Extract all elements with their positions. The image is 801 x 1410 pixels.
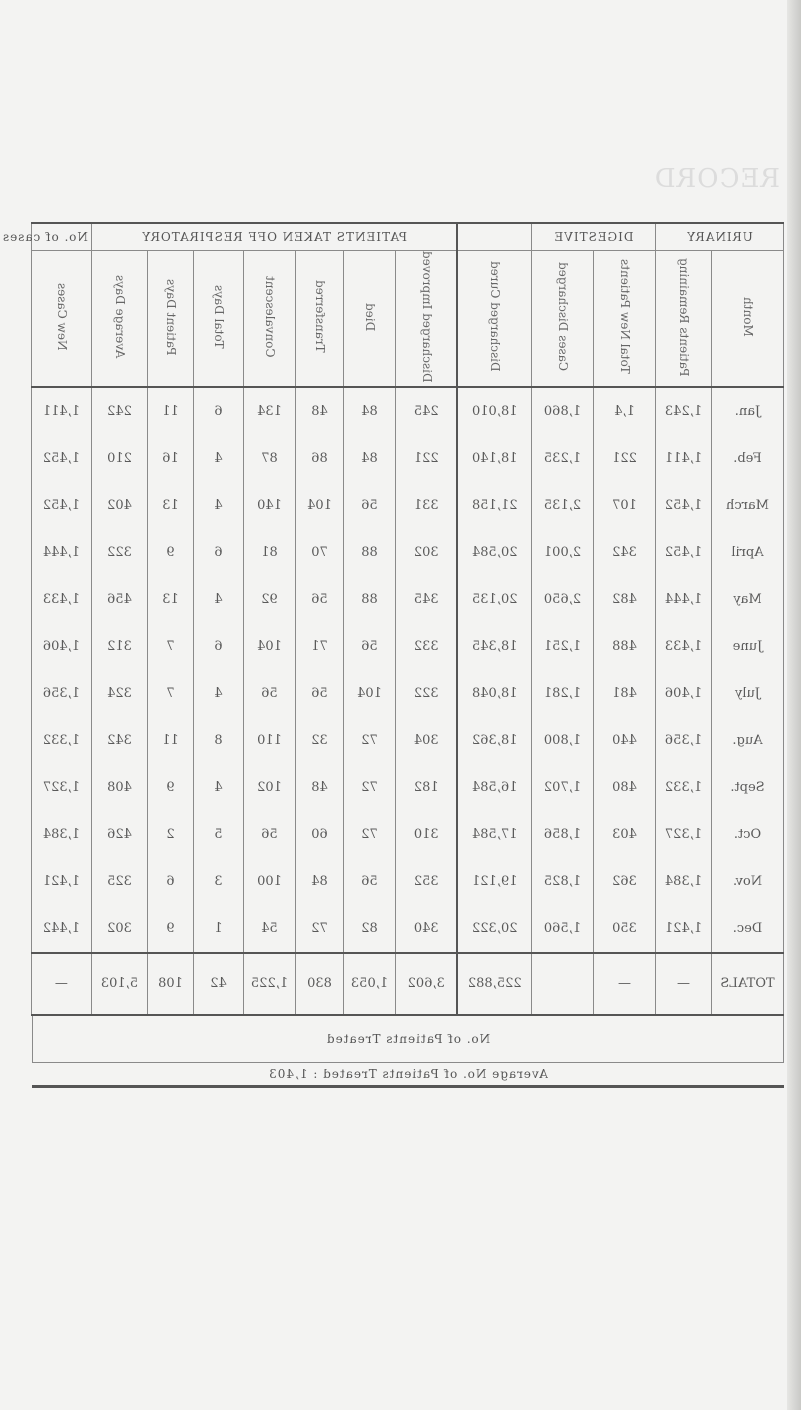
page-edge: [787, 0, 801, 1410]
record-sheet: [1, 222, 784, 1362]
value-cell: 403: [594, 811, 656, 858]
ghost-heading: RECORD: [653, 164, 780, 194]
value-cell: 1,444: [656, 576, 712, 623]
value-cell: 18,345: [457, 623, 531, 670]
month-cell: June: [712, 623, 784, 670]
table-row: [31, 670, 783, 717]
value-cell: 245: [395, 387, 457, 435]
value-cell: 481: [594, 670, 656, 717]
value-cell: 2: [147, 811, 193, 858]
value-cell: 1,452: [31, 482, 91, 529]
month-cell: Feb.: [712, 435, 784, 482]
month-cell: Nov.: [712, 858, 784, 905]
value-cell: 1,825: [531, 858, 593, 905]
month-cell: TOTALS: [712, 953, 784, 1015]
footer-patients-treated: No. of Patients Treated: [32, 1016, 784, 1062]
col-transferred: Transferred: [313, 280, 328, 354]
table-row: [31, 717, 783, 764]
value-cell: 81: [243, 529, 295, 576]
value-cell: 84: [343, 435, 395, 482]
value-cell: 104: [243, 623, 295, 670]
value-cell: 48: [295, 764, 343, 811]
month-cell: March: [712, 482, 784, 529]
value-cell: 17,584: [457, 811, 531, 858]
value-cell: 325: [91, 858, 147, 905]
value-cell: 1,327: [31, 764, 91, 811]
group-header-digestive: DIGESTIVE: [531, 223, 655, 251]
value-cell: 4: [193, 435, 243, 482]
value-cell: 1,421: [656, 905, 712, 953]
value-cell: 20,322: [457, 905, 531, 953]
value-cell: 1,433: [656, 623, 712, 670]
value-cell: 1,356: [656, 717, 712, 764]
value-cell: 8: [193, 717, 243, 764]
value-cell: 1,332: [31, 717, 91, 764]
table-row: [31, 529, 783, 576]
value-cell: 221: [395, 435, 457, 482]
month-cell: Dec.: [712, 905, 784, 953]
value-cell: 304: [395, 717, 457, 764]
record-table: [1, 222, 784, 1016]
group-header-circulatory: PATIENTS TAKEN OFF RESPIRATORY: [91, 223, 457, 251]
value-cell: 324: [91, 670, 147, 717]
value-cell: 1,281: [531, 670, 593, 717]
value-cell: 322: [91, 529, 147, 576]
value-cell: 182: [395, 764, 457, 811]
value-cell: 134: [243, 387, 295, 435]
value-cell: 13: [147, 482, 193, 529]
value-cell: 482: [594, 576, 656, 623]
value-cell: 221: [594, 435, 656, 482]
value-cell: 71: [295, 623, 343, 670]
value-cell: 1,243: [656, 387, 712, 435]
value-cell: 2,650: [531, 576, 593, 623]
value-cell: 72: [295, 905, 343, 953]
col-new-patients: Total New Patients: [618, 259, 633, 375]
value-cell: 1,4: [594, 387, 656, 435]
value-cell: 4: [193, 576, 243, 623]
col-discharged-cured: Discharged Cured: [488, 261, 503, 373]
table-row: [31, 482, 783, 529]
value-cell: 4: [193, 764, 243, 811]
value-cell: 322: [395, 670, 457, 717]
col-convalescent: Convalescent: [263, 276, 278, 358]
value-cell: —: [594, 953, 656, 1015]
value-cell: 4: [193, 482, 243, 529]
value-cell: 84: [295, 858, 343, 905]
table-row: [31, 858, 783, 905]
value-cell: 88: [343, 576, 395, 623]
value-cell: 20,584: [457, 529, 531, 576]
value-cell: 1,860: [531, 387, 593, 435]
table-row: [31, 387, 783, 435]
value-cell: 402: [91, 482, 147, 529]
value-cell: 5: [193, 811, 243, 858]
value-cell: 6: [147, 858, 193, 905]
value-cell: 56: [343, 482, 395, 529]
value-cell: 18,140: [457, 435, 531, 482]
value-cell: 19,121: [457, 858, 531, 905]
value-cell: 1,411: [31, 387, 91, 435]
value-cell: 1,384: [656, 858, 712, 905]
value-cell: 16,584: [457, 764, 531, 811]
value-cell: 56: [295, 576, 343, 623]
footer-average-treated: Average No. of Patients Treated : 1,403: [32, 1062, 784, 1088]
value-cell: 440: [594, 717, 656, 764]
table-row: [31, 905, 783, 953]
month-cell: May: [712, 576, 784, 623]
value-cell: 92: [243, 576, 295, 623]
value-cell: 56: [343, 858, 395, 905]
value-cell: 18,048: [457, 670, 531, 717]
value-cell: 54: [243, 905, 295, 953]
month-cell: July: [712, 670, 784, 717]
value-cell: 84: [343, 387, 395, 435]
value-cell: 1,235: [531, 435, 593, 482]
value-cell: 56: [343, 623, 395, 670]
value-cell: 312: [91, 623, 147, 670]
value-cell: 72: [343, 764, 395, 811]
value-cell: 1,384: [31, 811, 91, 858]
value-cell: 6: [193, 529, 243, 576]
value-cell: —: [31, 953, 91, 1015]
value-cell: 342: [91, 717, 147, 764]
value-cell: 110: [243, 717, 295, 764]
value-cell: 4: [193, 670, 243, 717]
value-cell: 70: [295, 529, 343, 576]
col-total-days: Total Days: [212, 284, 227, 349]
month-cell: April: [712, 529, 784, 576]
value-cell: 1,442: [31, 905, 91, 953]
value-cell: 86: [295, 435, 343, 482]
table-row: [31, 623, 783, 670]
value-cell: 488: [594, 623, 656, 670]
value-cell: 342: [594, 529, 656, 576]
value-cell: 331: [395, 482, 457, 529]
value-cell: 3: [193, 858, 243, 905]
value-cell: 3,602: [395, 953, 457, 1015]
value-cell: 18,010: [457, 387, 531, 435]
value-cell: 242: [91, 387, 147, 435]
col-died: Died: [363, 302, 378, 331]
value-cell: [531, 953, 593, 1015]
value-cell: 350: [594, 905, 656, 953]
value-cell: 830: [295, 953, 343, 1015]
column-header-row: [31, 251, 783, 387]
value-cell: —: [656, 953, 712, 1015]
value-cell: 11: [147, 387, 193, 435]
col-new-cases: New Cases: [55, 283, 69, 351]
value-cell: 1,444: [31, 529, 91, 576]
value-cell: 210: [91, 435, 147, 482]
value-cell: 1,560: [531, 905, 593, 953]
group-header-col1: No. of cases: [31, 223, 91, 251]
value-cell: 48: [295, 387, 343, 435]
value-cell: 7: [147, 623, 193, 670]
value-cell: 104: [295, 482, 343, 529]
value-cell: 9: [147, 905, 193, 953]
value-cell: 140: [243, 482, 295, 529]
value-cell: 2,135: [531, 482, 593, 529]
value-cell: 32: [295, 717, 343, 764]
col-average-days: Average Days: [113, 275, 128, 359]
value-cell: 56: [243, 670, 295, 717]
value-cell: 11: [147, 717, 193, 764]
value-cell: 1,225: [243, 953, 295, 1015]
value-cell: 1,332: [656, 764, 712, 811]
month-cell: Aug.: [712, 717, 784, 764]
total-row: [31, 953, 783, 1015]
value-cell: 42: [193, 953, 243, 1015]
value-cell: 1,251: [531, 623, 593, 670]
value-cell: 1,421: [31, 858, 91, 905]
value-cell: 1,800: [531, 717, 593, 764]
value-cell: 1,702: [531, 764, 593, 811]
record-body: [31, 387, 783, 1015]
value-cell: 1,356: [31, 670, 91, 717]
value-cell: 108: [147, 953, 193, 1015]
value-cell: 1,452: [656, 529, 712, 576]
table-row: [31, 576, 783, 623]
group-header-urinary: URINARY: [656, 223, 784, 251]
value-cell: 1,452: [31, 435, 91, 482]
value-cell: 18,362: [457, 717, 531, 764]
value-cell: 408: [91, 764, 147, 811]
value-cell: 1,856: [531, 811, 593, 858]
value-cell: 1,327: [656, 811, 712, 858]
value-cell: 1,053: [343, 953, 395, 1015]
value-cell: 6: [193, 623, 243, 670]
value-cell: 1: [193, 905, 243, 953]
value-cell: 100: [243, 858, 295, 905]
mirrored-ledger: [1, 222, 784, 1362]
value-cell: 345: [395, 576, 457, 623]
value-cell: 6: [193, 387, 243, 435]
value-cell: 456: [91, 576, 147, 623]
value-cell: 107: [594, 482, 656, 529]
col-patient-days: Patient Days: [164, 278, 179, 356]
value-cell: 7: [147, 670, 193, 717]
value-cell: 9: [147, 764, 193, 811]
value-cell: 340: [395, 905, 457, 953]
value-cell: 21,158: [457, 482, 531, 529]
value-cell: 72: [343, 717, 395, 764]
col-patients-remaining: Patients Remaining: [677, 257, 692, 377]
value-cell: 72: [343, 811, 395, 858]
value-cell: 332: [395, 623, 457, 670]
value-cell: 302: [395, 529, 457, 576]
value-cell: 310: [395, 811, 457, 858]
group-header-row: [31, 223, 783, 251]
value-cell: 426: [91, 811, 147, 858]
value-cell: 56: [243, 811, 295, 858]
value-cell: 302: [91, 905, 147, 953]
value-cell: 56: [295, 670, 343, 717]
value-cell: 362: [594, 858, 656, 905]
value-cell: 20,135: [457, 576, 531, 623]
value-cell: 1,406: [656, 670, 712, 717]
value-cell: 1,406: [31, 623, 91, 670]
value-cell: 352: [395, 858, 457, 905]
month-cell: Oct.: [712, 811, 784, 858]
value-cell: 225,882: [457, 953, 531, 1015]
value-cell: 1,452: [656, 482, 712, 529]
month-cell: Sept.: [712, 764, 784, 811]
col-cases-discharged: Cases Discharged: [556, 262, 571, 372]
value-cell: 9: [147, 529, 193, 576]
table-row: [31, 764, 783, 811]
table-row: [31, 435, 783, 482]
value-cell: 2,001: [531, 529, 593, 576]
value-cell: 87: [243, 435, 295, 482]
value-cell: 13: [147, 576, 193, 623]
value-cell: 104: [343, 670, 395, 717]
value-cell: 60: [295, 811, 343, 858]
value-cell: 102: [243, 764, 295, 811]
value-cell: 82: [343, 905, 395, 953]
col-month: Month: [741, 296, 756, 337]
value-cell: 5,103: [91, 953, 147, 1015]
value-cell: 16: [147, 435, 193, 482]
value-cell: 1,433: [31, 576, 91, 623]
value-cell: 1,411: [656, 435, 712, 482]
value-cell: 88: [343, 529, 395, 576]
month-cell: Jan.: [712, 387, 784, 435]
value-cell: 480: [594, 764, 656, 811]
table-row: [31, 811, 783, 858]
col-discharged-improved: Discharged Improved: [419, 251, 434, 383]
